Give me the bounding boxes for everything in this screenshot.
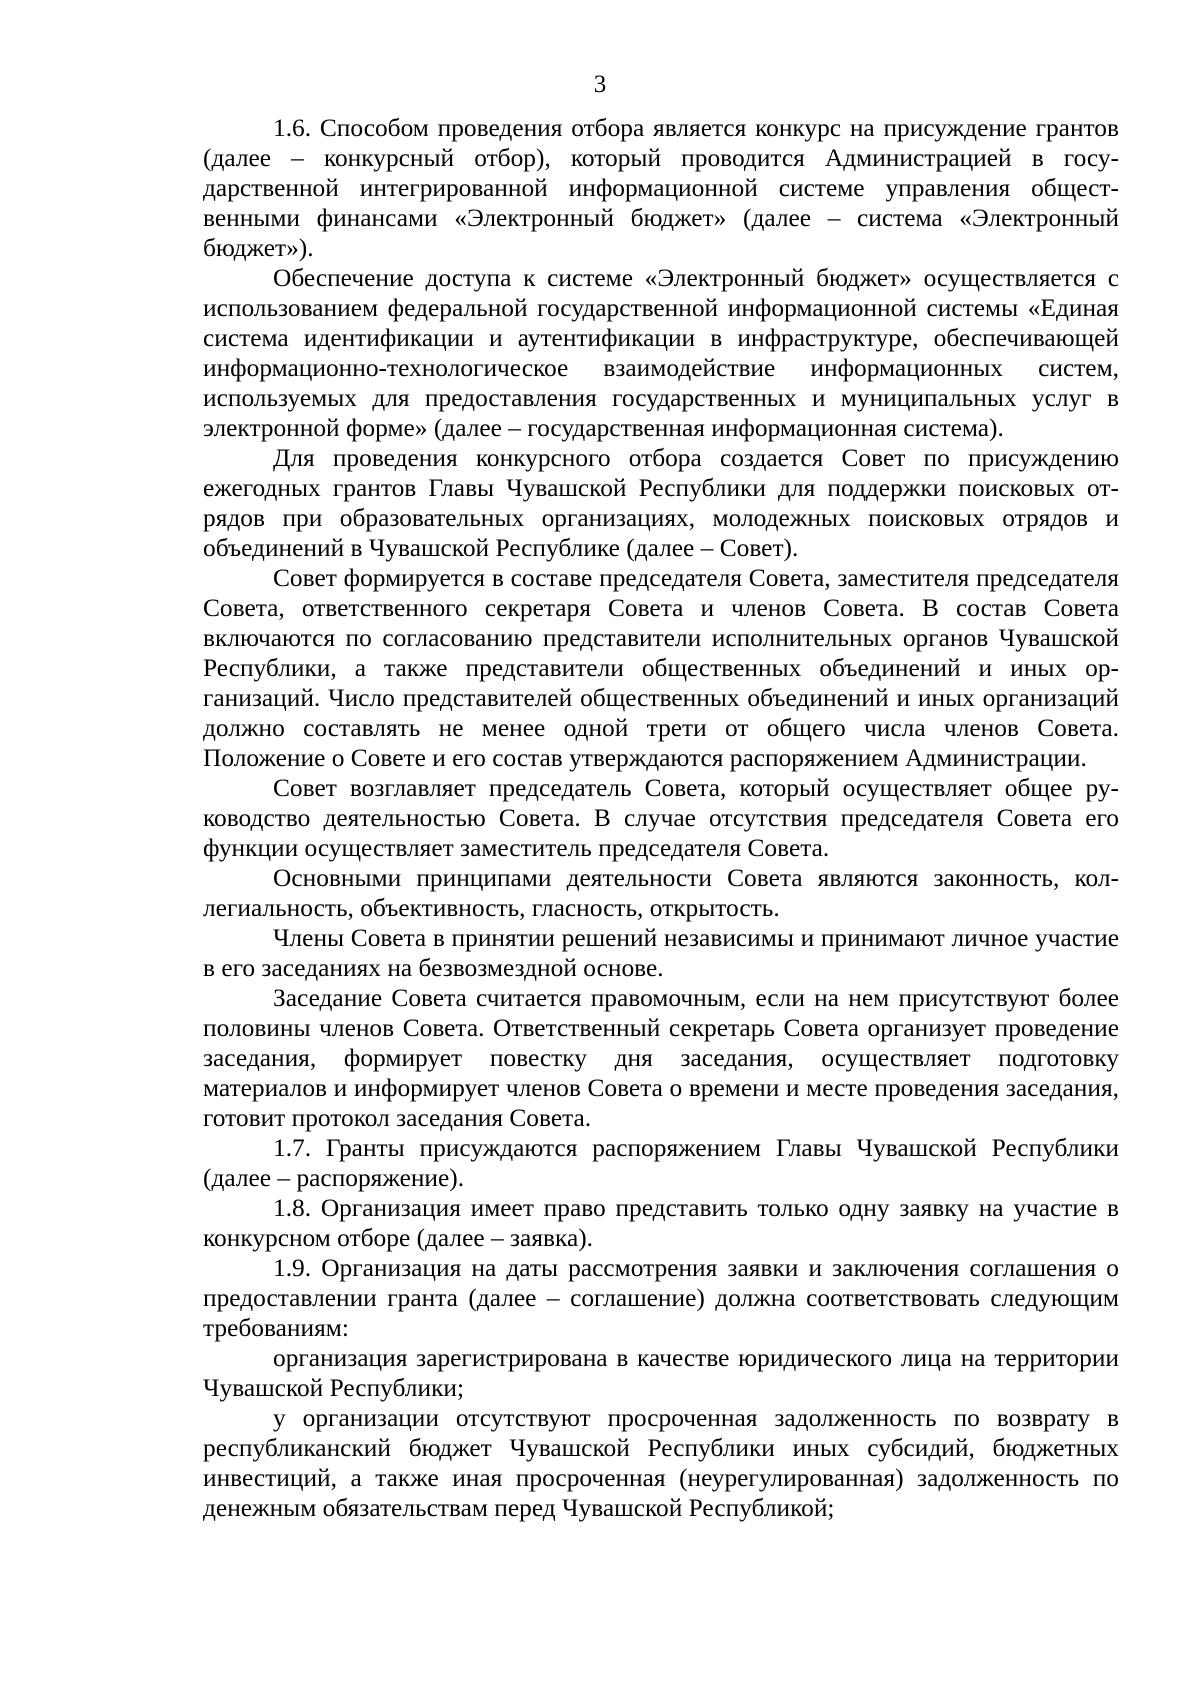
paragraph-council-composition: Совет формируется в составе председателя Совета, заместителя председателя Совета, ответственного секретаря Совета и членов Совета. В состав Совета включаются по согласованию представители исполнительных органов Чувашской Республики, а также представители общественных объединений и иных организаций. Число представителей общественных объединений и иных организаций должно составлять не менее одной трети от общего числа членов Совета. Положение о Совете и его состав утверждаются распоряжением Администрации. — [203, 564, 1119, 772]
paragraph-1-8: 1.8. Организация имеет право представить только одну заявку на участие в конкурсном отборе (далее – заявка). — [203, 1194, 1119, 1252]
page-number: 3 — [593, 71, 607, 98]
paragraph-1-6: 1.6. Способом проведения отбора является конкурс на присуждение грантов (далее – конкурсный отбор), который проводится Администрацией в государственной интегрированной информационной системе управления общественными финансами «Электронный бюджет» (далее – система «Электронный бюджет»). — [203, 114, 1119, 262]
paragraph-1-9: 1.9. Организация на даты рассмотрения заявки и заключения соглашения о предоставлении гранта (далее – соглашение) должна соответствовать следующим требованиям: — [203, 1254, 1119, 1342]
paragraph-council-chair: Совет возглавляет председатель Совета, который осуществляет общее руководство деятельностью Совета. В случае отсутствия председателя Совета его функции осуществляет заместитель председателя Совета. — [203, 774, 1119, 862]
requirement-no-debt: у организации отсутствуют просроченная задолженность по возврату в республиканский бюджет Чувашской Республики иных субсидий, бюджетных инвестиций, а также иная просроченная (неурегулированная) задолженность по денежным обязательствам перед Чувашской Республикой; — [203, 1404, 1119, 1522]
paragraph-council-members: Члены Совета в принятии решений независимы и принимают личное участие в его заседаниях на безвозмездной основе. — [203, 924, 1119, 982]
paragraph-1-7: 1.7. Гранты присуждаются распоряжением Главы Чувашской Республики (далее – распоряжение). — [203, 1134, 1119, 1192]
document-body — [203, 113, 1119, 1523]
paragraph-access: Обеспечение доступа к системе «Электронный бюджет» осуществляется с использованием федеральной государственной информационной системы «Единая система идентификации и аутентификации в инфраструктуре, обеспечивающей информационно-технологическое взаимодействие информационных систем, используемых для предоставления государственных и муниципальных услуг в электронной форме» (далее – государственная информационная система). — [203, 264, 1119, 442]
requirement-registration: организация зарегистрирована в качестве юридического лица на территории Чувашской Республики; — [203, 1344, 1119, 1402]
paragraph-council-principles: Основными принципами деятельности Совета являются законность, коллегиальность, объективность, гласность, открытость. — [203, 864, 1119, 922]
paragraph-council-created: Для проведения конкурсного отбора создается Совет по присуждению ежегодных грантов Главы Чувашской Республики для поддержки поисковых отрядов при образовательных организациях, молодежных поисковых отрядов и объединений в Чувашской Республике (далее – Совет). — [203, 444, 1119, 562]
paragraph-council-meeting: Заседание Совета считается правомочным, если на нем присутствуют более половины членов Совета. Ответственный секретарь Совета организует проведение заседания, формирует повестку дня заседания, осуществляет подготовку материалов и информирует членов Совета о времени и месте проведения заседания, готовит протокол заседания Совета. — [203, 984, 1119, 1132]
